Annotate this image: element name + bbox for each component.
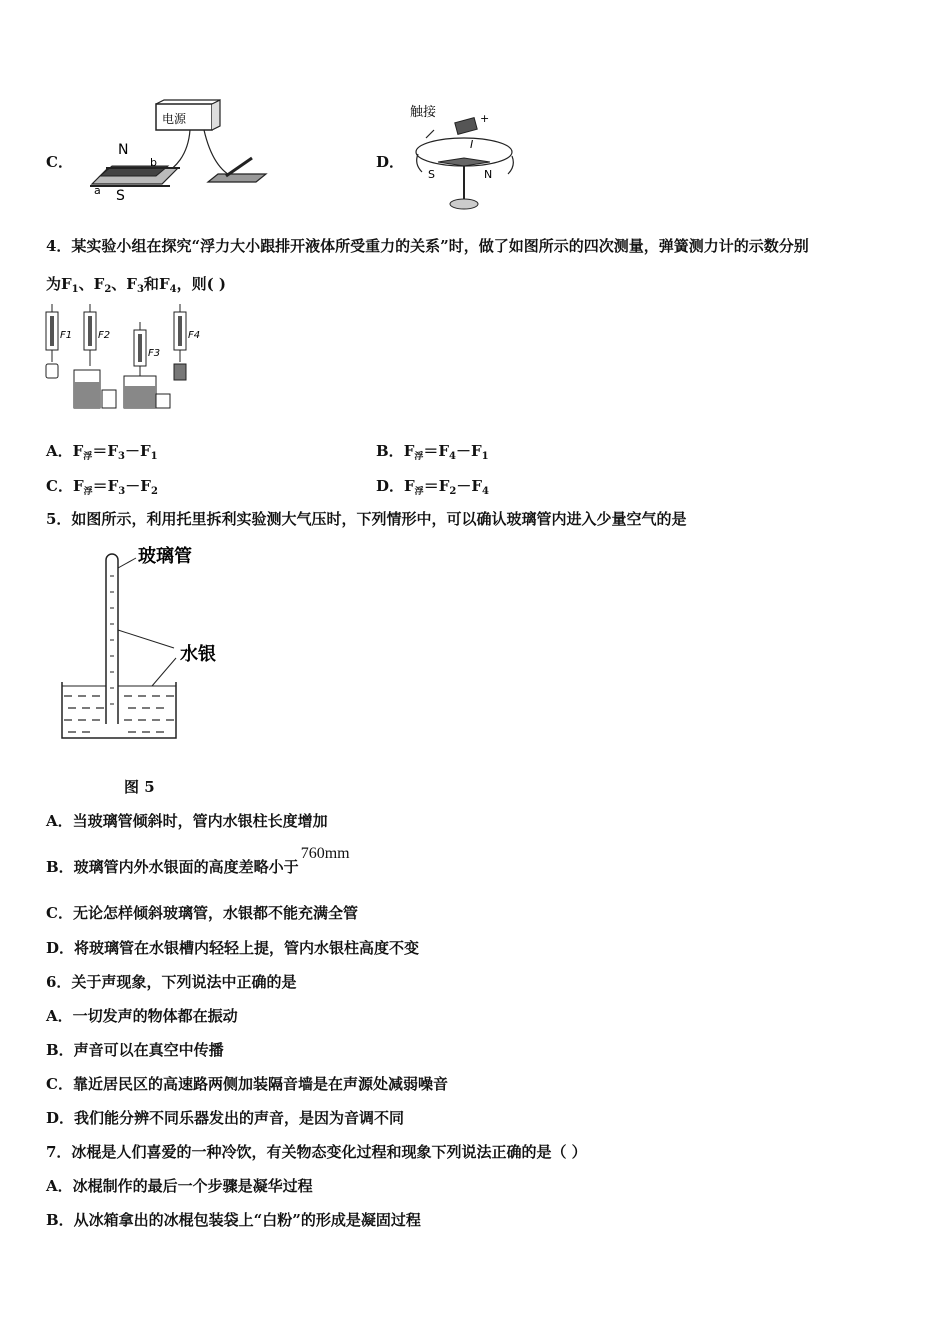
svg-text:I: I (470, 138, 474, 151)
q5-figure-torricelli (56, 540, 236, 745)
q7-stem: 7．冰棍是人们喜爱的一种冷饮，有关物态变化过程和现象下列说法正确的是（ ） (46, 1143, 587, 1161)
svg-text:N: N (484, 168, 493, 181)
q5-option-a[interactable]: A．当玻璃管倾斜时，管内水银柱长度增加 (46, 812, 328, 830)
q3-option-c-label: C． (46, 153, 73, 171)
q6-option-c[interactable]: C．靠近居民区的高速路两侧加装隔音墙是在声源处减弱噪音 (46, 1075, 448, 1093)
power-label: 电源 (162, 112, 187, 126)
q4-option-c[interactable]: C．$F_浮=F_3-F_2$ (46, 477, 158, 497)
q4-stem-line1: 4．某实验小组在探究“浮力大小跟排开液体所受重力的关系”时，做了如图所示的四次测量，弹簧测力计的示数分别 (46, 237, 809, 255)
svg-text:F1: F1 (60, 330, 73, 341)
svg-text:S: S (428, 168, 435, 181)
svg-text:F2: F2 (98, 330, 111, 341)
q6-option-a[interactable]: A．一切发声的物体都在振动 (46, 1007, 238, 1025)
svg-text:+: + (480, 112, 490, 125)
b-label: b (150, 156, 157, 169)
q6-option-b[interactable]: B．声音可以在真空中传播 (46, 1041, 224, 1059)
spring-scale-1 (46, 304, 72, 378)
tube-label: 玻璃管 (138, 546, 192, 567)
glass-tube (106, 554, 118, 724)
q3-figure-c (80, 96, 280, 206)
s-pole-label: S (116, 188, 125, 204)
mercury-trough (62, 682, 176, 738)
q6-option-d[interactable]: D．我们能分辨不同乐器发出的声音，是因为音调不同 (46, 1109, 405, 1127)
stand-base (450, 199, 478, 209)
q5-option-d[interactable]: D．将玻璃管在水银槽内轻轻上提，管内水银柱高度不变 (46, 939, 420, 957)
q3-option-d-label: D． (376, 153, 405, 171)
switch-base (208, 174, 266, 182)
spring-scale-4 (174, 304, 200, 380)
svg-text:F4: F4 (188, 330, 201, 341)
spring-scale-2 (74, 304, 116, 408)
contact-label: 触接 (410, 105, 437, 120)
n-pole-label: N (118, 142, 129, 158)
q5-option-c[interactable]: C．无论怎样倾斜玻璃管，水银都不能充满全管 (46, 904, 358, 922)
q6-stem: 6．关于声现象，下列说法中正确的是 (46, 973, 297, 991)
q5-option-b-value: 760mm (300, 845, 350, 862)
svg-text:F3: F3 (148, 348, 161, 359)
q4-option-a[interactable]: A．$F_浮=F_3-F_1$ (46, 442, 158, 462)
q4-stem-line2: 为$F_1$、$F_2$、$F_3$和$F_4$，则( ) (46, 275, 226, 295)
a-label: a (94, 184, 101, 197)
q7-option-b[interactable]: B．从冰箱拿出的冰棍包装袋上“白粉”的形成是凝固过程 (46, 1211, 421, 1229)
q5-figure-caption: 图 5 (124, 778, 155, 796)
q4-option-b[interactable]: B．$F_浮=F_4-F_1$ (376, 442, 489, 462)
q4-figure (40, 300, 210, 415)
q7-option-a[interactable]: A．冰棍制作的最后一个步骤是凝华过程 (46, 1177, 313, 1195)
spring-scale-3 (124, 322, 170, 408)
q4-option-d[interactable]: D．$F_浮=F_2-F_4$ (376, 477, 489, 497)
mercury-label: 水银 (180, 644, 216, 665)
q5-stem: 5．如图所示，利用托里拆利实验测大气压时，下列情形中，可以确认玻璃管内进入少量空气的是 (46, 510, 687, 528)
q5-option-b[interactable]: B．玻璃管内外水银面的高度差略小于760mm (46, 845, 350, 876)
q3-figure-d (404, 100, 524, 215)
battery (455, 118, 477, 135)
